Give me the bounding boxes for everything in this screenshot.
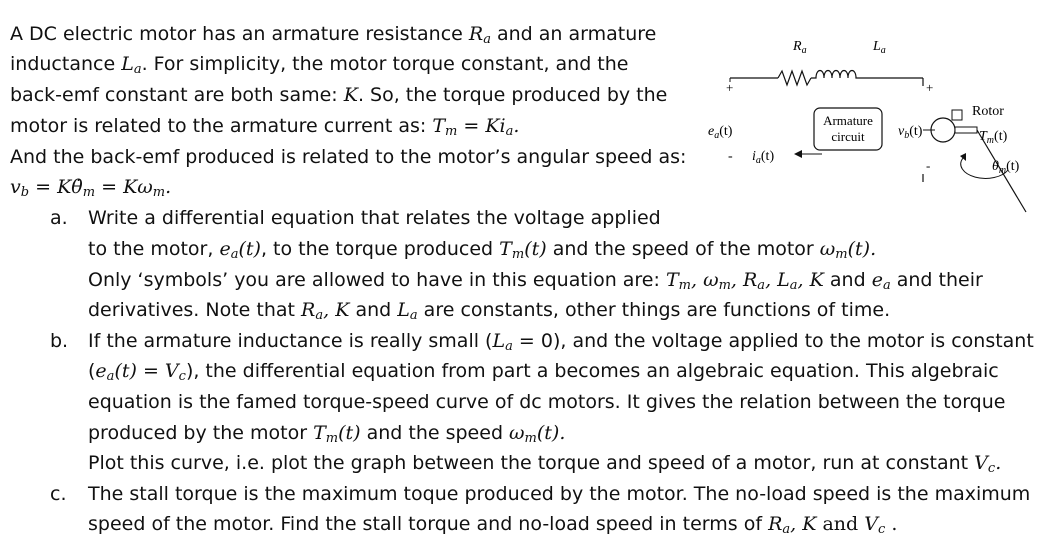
item-a-line-1: Write a differential equation that relates the voltage applied: [88, 207, 661, 229]
item-b-line-2: $(e_a(t) = V_c)$, the differential equation from part a becomes an algebraic equation. This algebraic: [88, 360, 999, 384]
item-b-marker: b.: [50, 330, 69, 352]
math-La: $L_a$: [121, 53, 142, 77]
inductor-symbol: [811, 71, 860, 79]
intro-line-3: [10, 83, 667, 107]
rotor-label: Rotor: [972, 104, 1004, 119]
motor-circuit-diagram: [690, 30, 1040, 235]
math-backemf-eq: $v_b$ = $K\thetȧ_m = K\omega_m$.: [10, 176, 172, 200]
ia-arrowhead: [794, 150, 802, 158]
math-K: K: [343, 84, 358, 106]
plus-left: +: [726, 80, 734, 95]
text: . So, the torque produced by the: [357, 84, 668, 106]
item-c-line-2: speed of the motor. Find the stall torque and no-load speed in terms of $R_a$, K and $V_c$ .: [88, 513, 898, 537]
item-c-line-1: The stall torque is the maximum toque produced by the motor. The no-load speed is the maximum: [88, 483, 1031, 505]
ea-label: $e_a(t)$: [708, 124, 733, 141]
item-a-line-3: Only ‘symbols’ you are allowed to have in this equation are: $T_m$, $\omega_m$, $R_a$, $L_a$, K and $e_a$ and their: [88, 269, 983, 293]
item-b-line-3: equation is the famed torque-speed curve of dc motors. It gives the relation between the torque: [88, 391, 1006, 413]
torque-arrowhead: [960, 153, 966, 161]
tm-label: $T_m(t)$: [979, 129, 1008, 146]
text: and an armature: [497, 23, 657, 45]
theta-label: $\theta_m(t)$: [992, 159, 1020, 176]
box-label-line-1: Armature: [823, 113, 873, 128]
ra-label: $R_a$: [793, 39, 807, 56]
item-b-line-1: If the armature inductance is really small $(L_a = 0)$, and the voltage applied to the motor is constant: [88, 330, 1034, 354]
text: motor is related to the armature current as:: [10, 115, 427, 137]
minus-left: -: [728, 149, 733, 164]
minus-right: -: [926, 158, 931, 173]
intro-line-4: [10, 114, 519, 144]
resistor-symbol: [778, 71, 811, 85]
item-a-line-4: derivatives. Note that $R_a$, K and $L_a$ are constants, other things are functions of time.: [88, 299, 891, 323]
item-c-marker: c.: [50, 483, 67, 505]
text: . For simplicity, the motor torque constant, and the: [141, 53, 629, 75]
vb-label: $v_b(t)$: [898, 124, 923, 141]
la-label: $L_a$: [873, 39, 886, 56]
plus-right: +: [926, 80, 934, 95]
math-torque-eq: $T_m = Ki_a$.: [432, 115, 520, 139]
intro-line-2: [10, 52, 629, 82]
item-b-line-5: Plot this curve, i.e. plot the graph between the torque and speed of a motor, run at constant $V_c$.: [88, 452, 1002, 476]
ia-label: $i_a(t)$: [752, 149, 775, 166]
text: back-emf constant are both same:: [10, 84, 338, 106]
math-Ra: $R_a$: [468, 23, 491, 47]
intro-line-6: [10, 175, 171, 205]
text: inductance: [10, 53, 116, 75]
text: A DC electric motor has an armature resistance: [10, 23, 463, 45]
box-label-line-2: circuit: [831, 129, 865, 144]
item-a-marker: a.: [50, 207, 68, 229]
rotor-shaft: [955, 127, 977, 133]
item-b-line-4: produced by the motor $T_m(t)$ and the speed $\omega_m(t)$.: [88, 422, 566, 446]
item-a-line-2: to the motor, $e_a(t)$, to the torque produced $T_m(t)$ and the speed of the motor $\omega_m(t)$.: [88, 238, 877, 262]
intro-line-1: [10, 22, 656, 52]
text: And the back-emf produced is related to the motor’s angular speed as:: [10, 146, 687, 168]
rotor-mark: [952, 110, 962, 120]
intro-line-5: [10, 145, 686, 169]
